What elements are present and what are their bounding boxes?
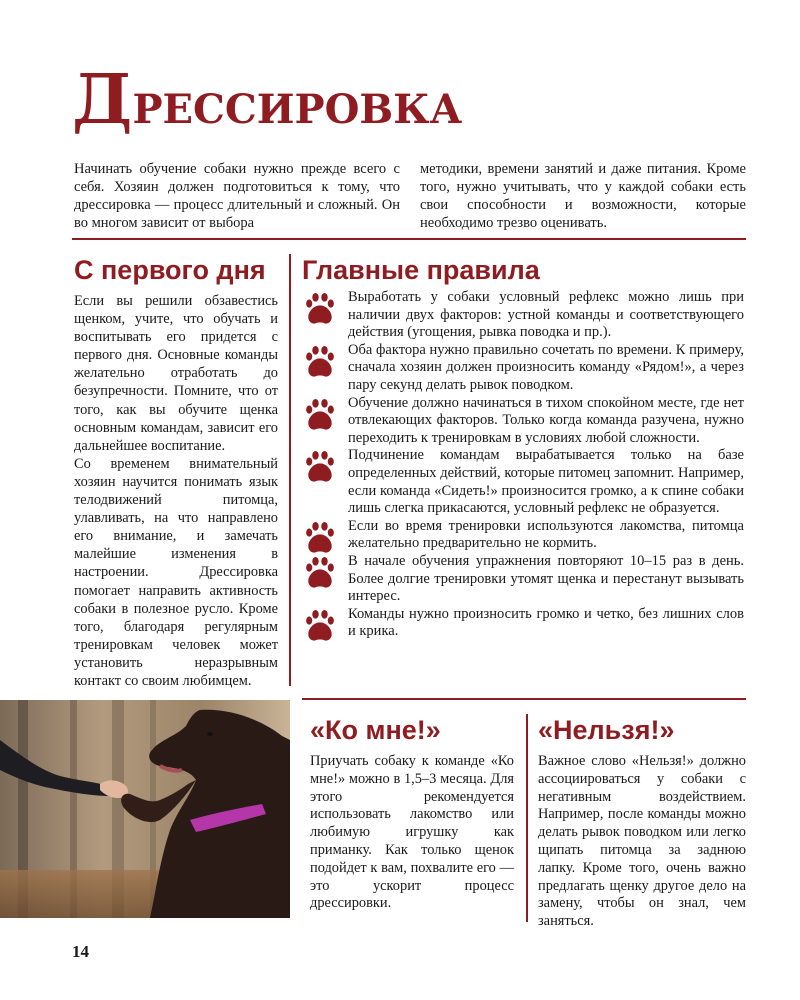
- heading-come: «Ко мне!»: [310, 715, 441, 745]
- rule-item: [302, 395, 744, 448]
- paw-icon: [302, 344, 338, 380]
- rule-text: Оба фактора нужно правильно сочетать по времени. К примеру, сначала хозяин должен произносить команду «Рядом!», а через пару секунд делать рывок поводком.: [348, 341, 744, 393]
- heading-first-day: С первого дня: [74, 255, 266, 285]
- rule-text: Обучение должно начинаться в тихом спокойном месте, где нет отвлекающих факторов. Только когда команда разучена, нужно переходить к тренировкам в условиях любой сложности.: [348, 394, 744, 446]
- rule-item: [302, 342, 744, 395]
- rule-text: Выработать у собаки условный рефлекс можно лишь при наличии двух факторов: устной команды и соответствующего действия (угощения, рывка поводка и пр.).: [348, 289, 744, 341]
- rule-text: Команды нужно произносить громко и четко, без лишних слов и крика.: [348, 605, 744, 640]
- paw-icon: [302, 397, 338, 433]
- heading-main-rules: Главные правила: [302, 255, 540, 285]
- paw-icon: [302, 449, 338, 485]
- rule-item: [302, 518, 744, 553]
- rule-text: Если во время тренировки используются лакомства, питомца желательно предварительно не кормить.: [348, 517, 744, 552]
- rule-item: [302, 447, 744, 517]
- paw-icon: [302, 555, 338, 591]
- first-day-body: [74, 292, 278, 690]
- first-day-paragraph-2: Со временем внимательный хозяин научится понимать язык телодвижений питомца, улавливать, на что направлено его внимание, и замечать малейшие изменения в настроении. Дрессировка помогает направить активность собаки в полезное русло. Кроме того, благодаря регулярным тренировкам человек может установить неразрывным контакт со своим любимцем.: [74, 455, 278, 689]
- paw-icon: [302, 291, 338, 327]
- page-title: [72, 60, 462, 150]
- divider-vertical-bottom: [526, 714, 528, 922]
- intro-col-2: методики, времени занятий и даже питания. Кроме того, нужно учитывать, что у каждой собаки есть свои способности и возможности, которые необходимо трезво оценивать.: [420, 161, 746, 231]
- paw-icon: [302, 520, 338, 556]
- divider-vertical-main: [289, 254, 291, 686]
- heading-no: «Нельзя!»: [538, 715, 675, 745]
- come-text: Приучать собаку к команде «Ко мне!» можно в 1,5–3 месяца. Для этого рекомендуется использовать лакомство или любимую игрушку как приманку. Как только щенок подойдет к вам, похвалите его — это ускорит процесс дрессировки.: [310, 753, 514, 912]
- paw-icon: [302, 608, 338, 644]
- dog-paw-illustration: [0, 700, 290, 918]
- rule-text: Подчинение командам вырабатывается только на базе определенных действий, которые питомец запомнит. Например, если команда «Сидеть!» произносится громко, а к спине собаки лишь слегка прикасаются, условный рефлекс не образуется.: [348, 447, 744, 517]
- title-rest: РЕССИРОВКА: [132, 86, 463, 133]
- rule-item: [302, 289, 744, 342]
- rule-text: В начале обучения упражнения повторяют 10–15 раз в день. Более долгие тренировки утомят щенка и перестанут вызывать интерес.: [348, 552, 744, 605]
- title-initial: Д: [72, 60, 133, 140]
- rules-list: [302, 289, 744, 641]
- divider-top: [72, 238, 746, 240]
- dog-photo: [0, 700, 290, 918]
- page-number: 14: [72, 942, 89, 961]
- divider-bottom: [302, 698, 746, 700]
- no-text: Важное слово «Нельзя!» должно ассоциироваться у собаки с негативным воздействием. Например, после команды можно делать рывок поводком или легко щипать питомца за заднюю лапку. Кроме того, очень важно предлагать щенку другое дело на замену, чтобы он знал, чем заняться.: [538, 753, 746, 930]
- intro-col-1: Начинать обучение собаки нужно прежде всего с себя. Хозяин должен подготовиться к тому, что дрессировка — процесс длительный и сложный. Он во многом зависит от выбора: [74, 161, 400, 231]
- rule-item: [302, 553, 744, 606]
- first-day-paragraph-1: Если вы решили обзавестись щенком, учите, что обучать и воспитывать его придется с первого дня. Основные команды желательно отработать до безупречности. Помните, что от того, как вы обучите щенка основным командам, зависит его дальнейшее воспитание.: [74, 293, 278, 454]
- rule-item: [302, 606, 744, 641]
